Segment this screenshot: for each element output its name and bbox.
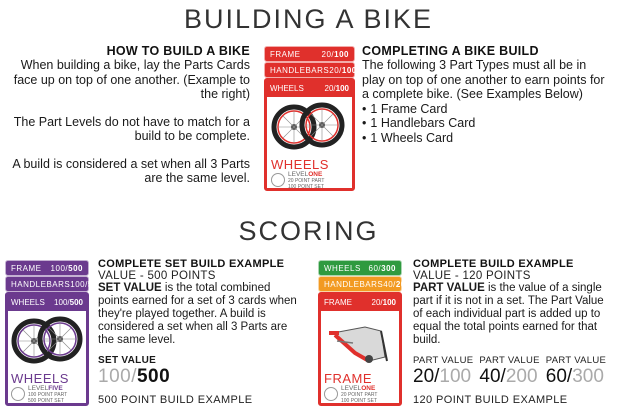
set-card-stack	[5, 260, 103, 406]
build-example-heading: COMPLETE BUILD EXAMPLE	[413, 258, 574, 270]
part-value-item: PART VALUE 60/300	[545, 355, 607, 387]
card-tab-handlebars: HANDLEBARS 100/500	[5, 276, 89, 292]
completing-heading: COMPLETING A BIKE BUILD	[362, 44, 539, 58]
set-example-description: SET VALUE is the total combined points earned for a set of 3 cards when they're played together. A build is considered a set when all 3 Parts are the same level.	[98, 282, 297, 346]
how-to-heading: HOW TO BUILD A BIKE	[106, 44, 250, 58]
level-badge-icon	[11, 387, 25, 401]
card-level-meta: LEVELONE 20 POINT PART 100 POINT SET	[288, 171, 325, 190]
card-level-meta: LEVELONE 20 POINT PART 100 POINT SET	[341, 385, 378, 404]
completing-section	[362, 44, 607, 145]
list-item: • 1 Handlebars Card	[362, 116, 607, 131]
build-card-stack	[318, 260, 411, 406]
how-to-paragraph-3: A build is considered a set when all 3 Parts are the same level.	[12, 156, 250, 185]
card-tab-handlebars: HANDLEBARS 20/100	[264, 62, 355, 78]
card-level-meta: LEVELFIVE 100 POINT PART 500 POINT SET	[28, 385, 68, 404]
title-building-a-bike: BUILDING A BIKE	[183, 4, 434, 34]
card-frame: FRAME 20/100 FRAME LEVELONE 20 POINT PART 100 POINT SET	[318, 292, 402, 406]
part-values-row	[413, 355, 613, 388]
how-to-paragraph-1: When building a bike, lay the Parts Cards face up on top of one another. (Example to the right)	[13, 58, 250, 101]
completing-text: The following 3 Part Types must all be in play on top of one another to earn points for a complete bike. (See Examples Below)	[362, 58, 605, 101]
set-example-caption: 500 POINT BUILD EXAMPLE	[98, 394, 253, 406]
how-to-build-section	[12, 44, 250, 199]
card-type-label: WHEELS	[271, 157, 329, 172]
part-value-item: PART VALUE 20/100	[413, 355, 474, 387]
card-type-label: WHEELS	[11, 371, 69, 386]
card-tab-wheels: WHEELS 60/300	[318, 260, 402, 276]
card-tab-handlebars: HANDLEBARS 40/200	[318, 276, 402, 292]
list-item: • 1 Frame Card	[362, 102, 607, 117]
card-type-label: FRAME	[324, 371, 372, 386]
card-wheels: WHEELS 20/100 WHEELS LEVELONE 20 POINT PART 100 POINT SET	[264, 78, 355, 191]
card-tab-frame: FRAME 20/100	[264, 46, 355, 62]
card-wheels: WHEELS 100/500 WHEELS LEVELFIVE 100 POINT PART 500 POINT SET	[5, 292, 89, 406]
set-example-heading: COMPLETE SET BUILD EXAMPLE	[98, 258, 285, 270]
how-to-paragraph-2: The Part Levels do not have to match for a build to be complete.	[13, 114, 250, 143]
build-example	[413, 258, 613, 406]
set-example-value: VALUE - 500 POINTS	[98, 270, 216, 282]
build-example-caption: 120 POINT BUILD EXAMPLE	[413, 394, 568, 406]
required-parts-list	[362, 102, 607, 146]
example-card-stack	[264, 46, 355, 191]
level-badge-icon	[324, 387, 338, 401]
bike-frame-icon	[325, 313, 397, 369]
build-example-description: PART VALUE is the value of a single part if it is not in a set. The Part Value of each individual part is added up to equal the total points earned for that build.	[413, 282, 604, 346]
set-value-score: 100/500	[98, 366, 171, 387]
list-item: • 1 Wheels Card	[362, 131, 607, 146]
level-badge-icon	[271, 173, 285, 187]
card-tab-frame: FRAME 100/500	[5, 260, 89, 276]
set-value-label: SET VALUE	[98, 355, 157, 366]
wheels-icon	[270, 99, 350, 155]
part-value-item: PART VALUE 40/200	[479, 355, 540, 387]
build-example-value: VALUE - 120 POINTS	[413, 270, 531, 282]
title-scoring: SCORING	[238, 216, 379, 246]
set-build-example	[98, 258, 303, 406]
wheels-icon	[10, 313, 84, 369]
